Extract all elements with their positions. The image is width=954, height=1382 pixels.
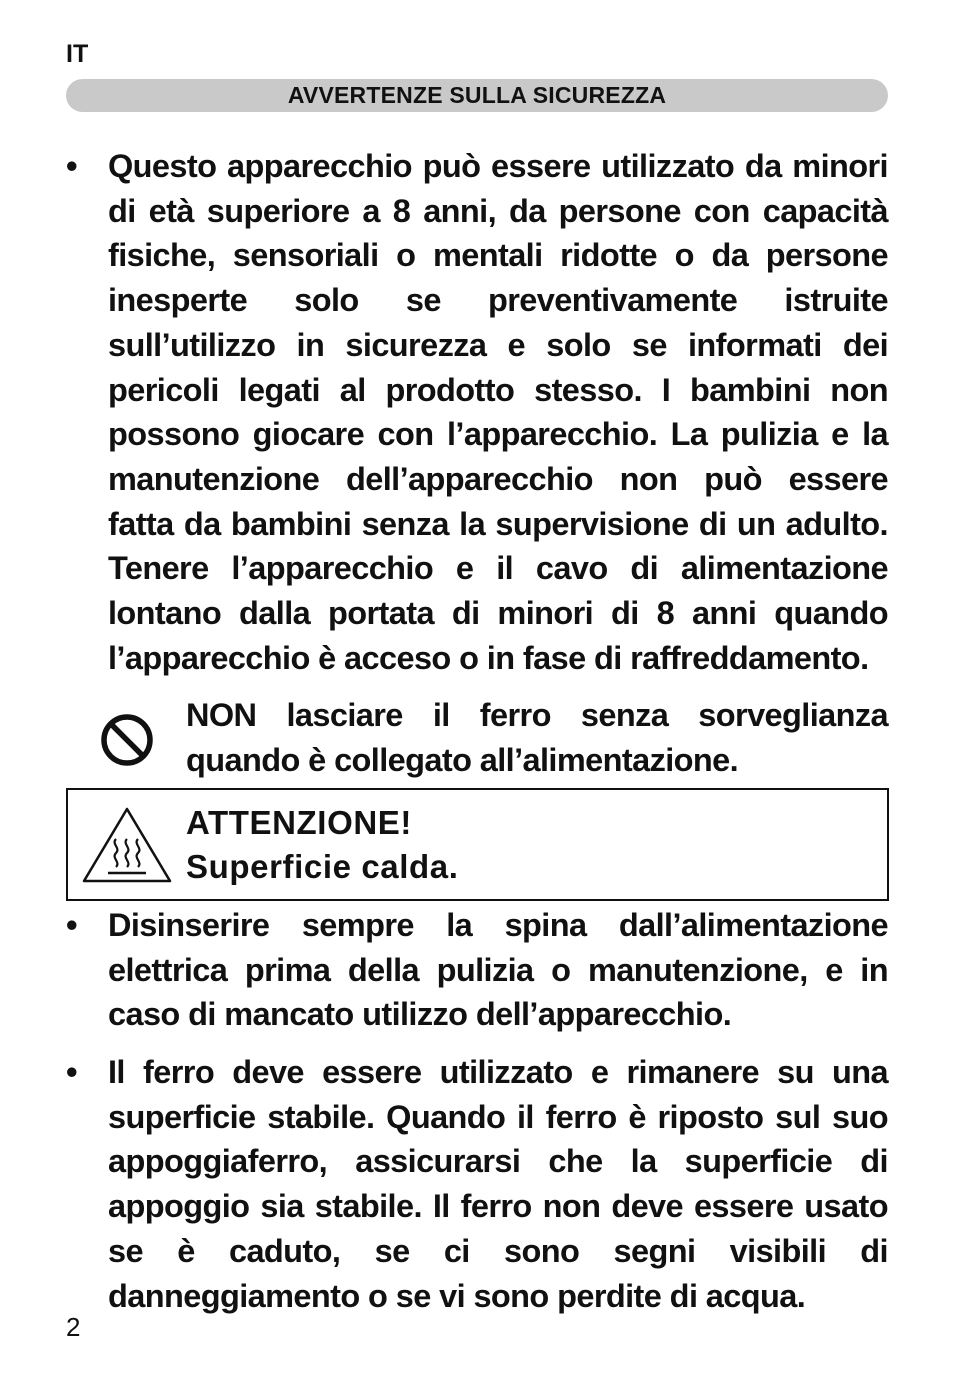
bullet-text: Disinserire sempre la spina dall’alimentazione elettrica prima della pulizia o manutenzione, e in caso di mancato utilizzo dell’apparecchio. [108,907,888,1033]
section-title: AVVERTENZE SULLA SICUREZZA [287,82,667,108]
warning-text [186,801,458,889]
bullet-marker: • [66,1053,78,1090]
page-number: 2 [66,1312,81,1342]
no-entry-icon [100,713,154,767]
safety-bullet-children [66,144,888,680]
bullet-text: Questo apparecchio può essere utilizzato da minori di età superiore a 8 anni, da persone con capacità fisiche, sensoriali o mentali ridotte o da persone inesperte solo se preventivamente istruite sull’utilizzo in sicurezza e solo se informati dei pericoli legati al prodotto stesso. I bambini non possono giocare con l’apparecchio. La pulizia e la manutenzione dell’apparecchio non può essere fatta da bambini senza la supervisione di un adulto. Tenere l’apparecchio e il cavo di alimentazione lontano dalla portata di minori di 8 anni quando l’apparecchio è acceso o in fase di raffreddamento. [108,148,888,676]
warning-title: ATTENZIONE! [186,803,412,841]
language-code: IT [66,40,89,68]
hot-surface-warning-icon [80,805,174,885]
bullet-marker: • [66,147,78,184]
hot-surface-warning-box [66,788,889,901]
safety-bullet-stable-surface [66,1050,888,1318]
bullet-text: Il ferro deve essere utilizzato e rimanere su una superficie stabile. Quando il ferro è riposto sul suo appoggiaferro, assicurarsi che la superficie di appoggio sia stabile. Il ferro non deve essere usato se è caduto, se ci sono segni visibili di danneggiamento o se vi sono perdite di acqua. [108,1054,888,1314]
safety-bullet-unplug [66,903,888,1037]
bullet-marker: • [66,906,78,943]
warning-subtitle: Superficie calda. [186,847,459,885]
prohibition-text: NON lasciare il ferro senza sorveglianza quando è collegato all’alimentazione. [186,697,888,778]
section-title-bar [66,79,888,112]
prohibition-notice [100,693,888,782]
